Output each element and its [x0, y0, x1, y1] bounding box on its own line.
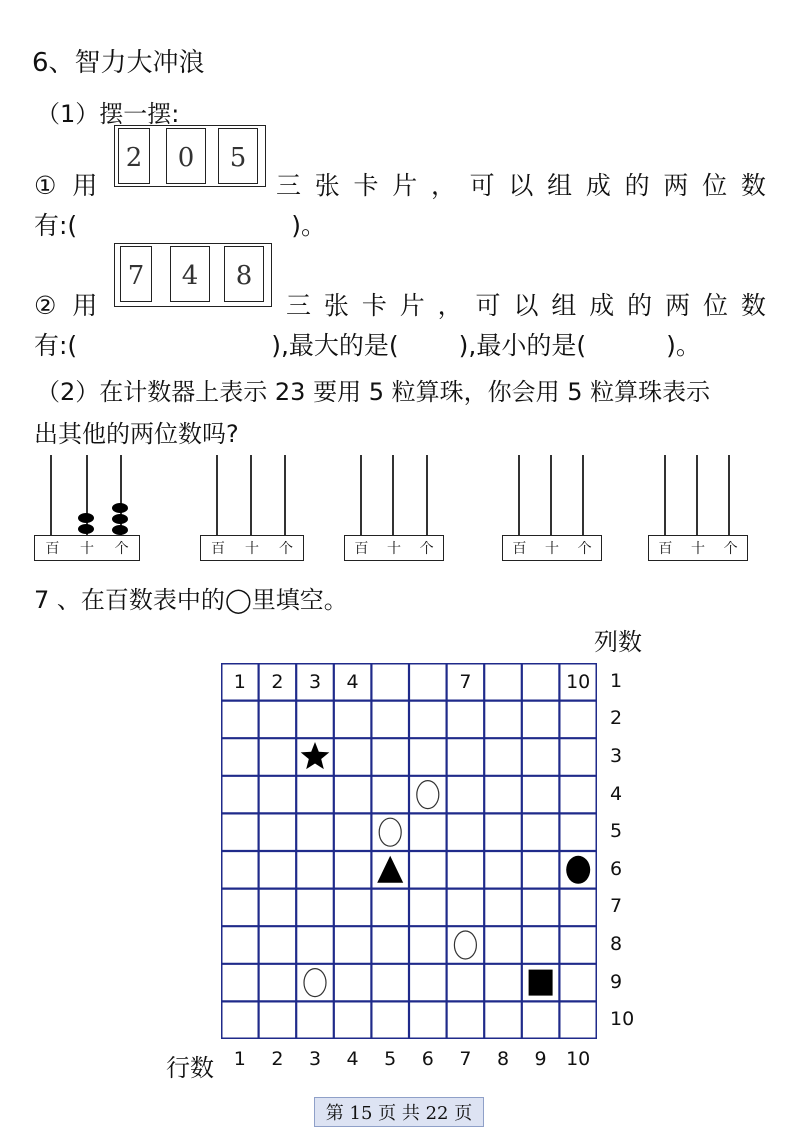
- row-number: 4: [610, 782, 623, 805]
- filled-circle-icon: [566, 856, 590, 884]
- card-1-2: 0: [166, 128, 206, 184]
- q6-part1-title: （1）摆一摆:: [36, 100, 180, 128]
- blank-circle[interactable]: [379, 818, 401, 846]
- abacus-base: 百 十 个: [344, 535, 444, 561]
- abacus-blank-1[interactable]: [200, 455, 304, 565]
- bead: [78, 513, 94, 523]
- col-number: 9: [534, 1048, 547, 1070]
- q6-title: 6、智力大冲浪: [32, 48, 205, 78]
- col-number: 8: [496, 1048, 510, 1070]
- q7-title: 7 、在百数表中的◯里填空。: [34, 586, 348, 614]
- rod-hundreds: [50, 455, 52, 535]
- row-number: 1: [610, 669, 623, 692]
- row-number: 6: [610, 857, 623, 880]
- rod-tens: [86, 455, 88, 535]
- abacus-base: 百 十 个: [34, 535, 140, 561]
- part2-line2: 出其他的两位数吗?: [34, 420, 239, 448]
- bead: [112, 514, 128, 524]
- blank-circle[interactable]: [417, 781, 439, 809]
- rod-hundreds: [664, 455, 666, 535]
- col-number: 3: [308, 1048, 322, 1070]
- bead: [112, 503, 128, 513]
- star-icon: [301, 742, 330, 769]
- row-number: 10: [610, 1008, 635, 1031]
- item1-text: 三 张 卡 片 ， 可 以 组 成 的 两 位 数: [276, 171, 766, 200]
- part2-line1: （2）在计数器上表示 23 要用 5 粒算珠，你会用 5 粒算珠表示: [36, 378, 711, 406]
- col-number: 6: [421, 1048, 434, 1070]
- bottom-col-numbers: [221, 1046, 597, 1074]
- item1-answer-line: 有:( )。: [34, 211, 326, 240]
- bead: [78, 524, 94, 534]
- abacus-base: 百 十 个: [200, 535, 304, 561]
- col-number: 2: [271, 1048, 284, 1070]
- abacus-blank-2[interactable]: [344, 455, 444, 565]
- row-label: 行数: [166, 1054, 214, 1082]
- blank-circle[interactable]: [304, 969, 326, 997]
- col-number: 5: [384, 1048, 397, 1070]
- rod-tens: [250, 455, 252, 535]
- card-1-1: 2: [118, 128, 150, 184]
- circle-one-marker: ①: [34, 171, 57, 200]
- rod-ones: [728, 455, 730, 535]
- item2-answer-line: 有:( ),最大的是( ),最小的是( )。: [34, 331, 701, 360]
- row-number: 8: [610, 933, 623, 955]
- abacus-base: 百 十 个: [502, 535, 602, 561]
- card-2-2: 4: [170, 246, 210, 302]
- cell-number: 4: [346, 671, 359, 693]
- row-number: 5: [610, 820, 623, 843]
- bead: [112, 525, 128, 535]
- blank-circle[interactable]: [454, 931, 476, 959]
- abacus-example: [34, 455, 140, 565]
- page-footer: 第 15 页 共 22 页: [314, 1097, 484, 1127]
- item2-marker: [34, 286, 97, 322]
- right-row-numbers: [600, 663, 640, 1039]
- item2-use: 用: [72, 291, 98, 320]
- circle-two-marker: ②: [34, 291, 57, 320]
- col-number: 4: [346, 1048, 359, 1070]
- cell-number: 3: [308, 671, 322, 693]
- rod-tens: [696, 455, 698, 535]
- rod-tens: [550, 455, 552, 535]
- rod-ones: [582, 455, 584, 535]
- row-number: 2: [610, 707, 623, 730]
- rod-hundreds: [518, 455, 520, 535]
- cell-number: 7: [459, 671, 472, 693]
- row-number: 7: [610, 895, 623, 918]
- row-number: 3: [610, 745, 623, 767]
- abacus-base: 百 十 个: [648, 535, 748, 561]
- cell-number: 2: [271, 671, 284, 693]
- rod-hundreds: [360, 455, 362, 535]
- grid-svg: [221, 663, 597, 1039]
- item1-marker: [34, 166, 97, 202]
- abacus-blank-4[interactable]: [648, 455, 748, 565]
- item2-text: 三 张 卡 片 ， 可 以 组 成 的 两 位 数: [286, 291, 766, 320]
- abacus-blank-3[interactable]: [502, 455, 602, 565]
- rod-hundreds: [216, 455, 218, 535]
- rod-ones: [426, 455, 428, 535]
- row-number: 9: [610, 970, 623, 993]
- cell-number: 10: [566, 671, 591, 693]
- card-2-3: 8: [224, 246, 264, 302]
- triangle-icon: [377, 856, 403, 883]
- col-number: 7: [459, 1048, 472, 1070]
- rod-tens: [392, 455, 394, 535]
- item1-use: 用: [72, 171, 98, 200]
- filled-square-icon: [529, 970, 553, 996]
- rod-ones: [284, 455, 286, 535]
- col-number: 10: [566, 1048, 591, 1070]
- card-1-3: 5: [218, 128, 258, 184]
- cell-number: 1: [233, 671, 246, 693]
- card-2-1: 7: [120, 246, 152, 302]
- col-label: 列数: [594, 628, 642, 656]
- col-number: 1: [233, 1048, 246, 1070]
- hundred-chart-grid: [221, 663, 597, 1039]
